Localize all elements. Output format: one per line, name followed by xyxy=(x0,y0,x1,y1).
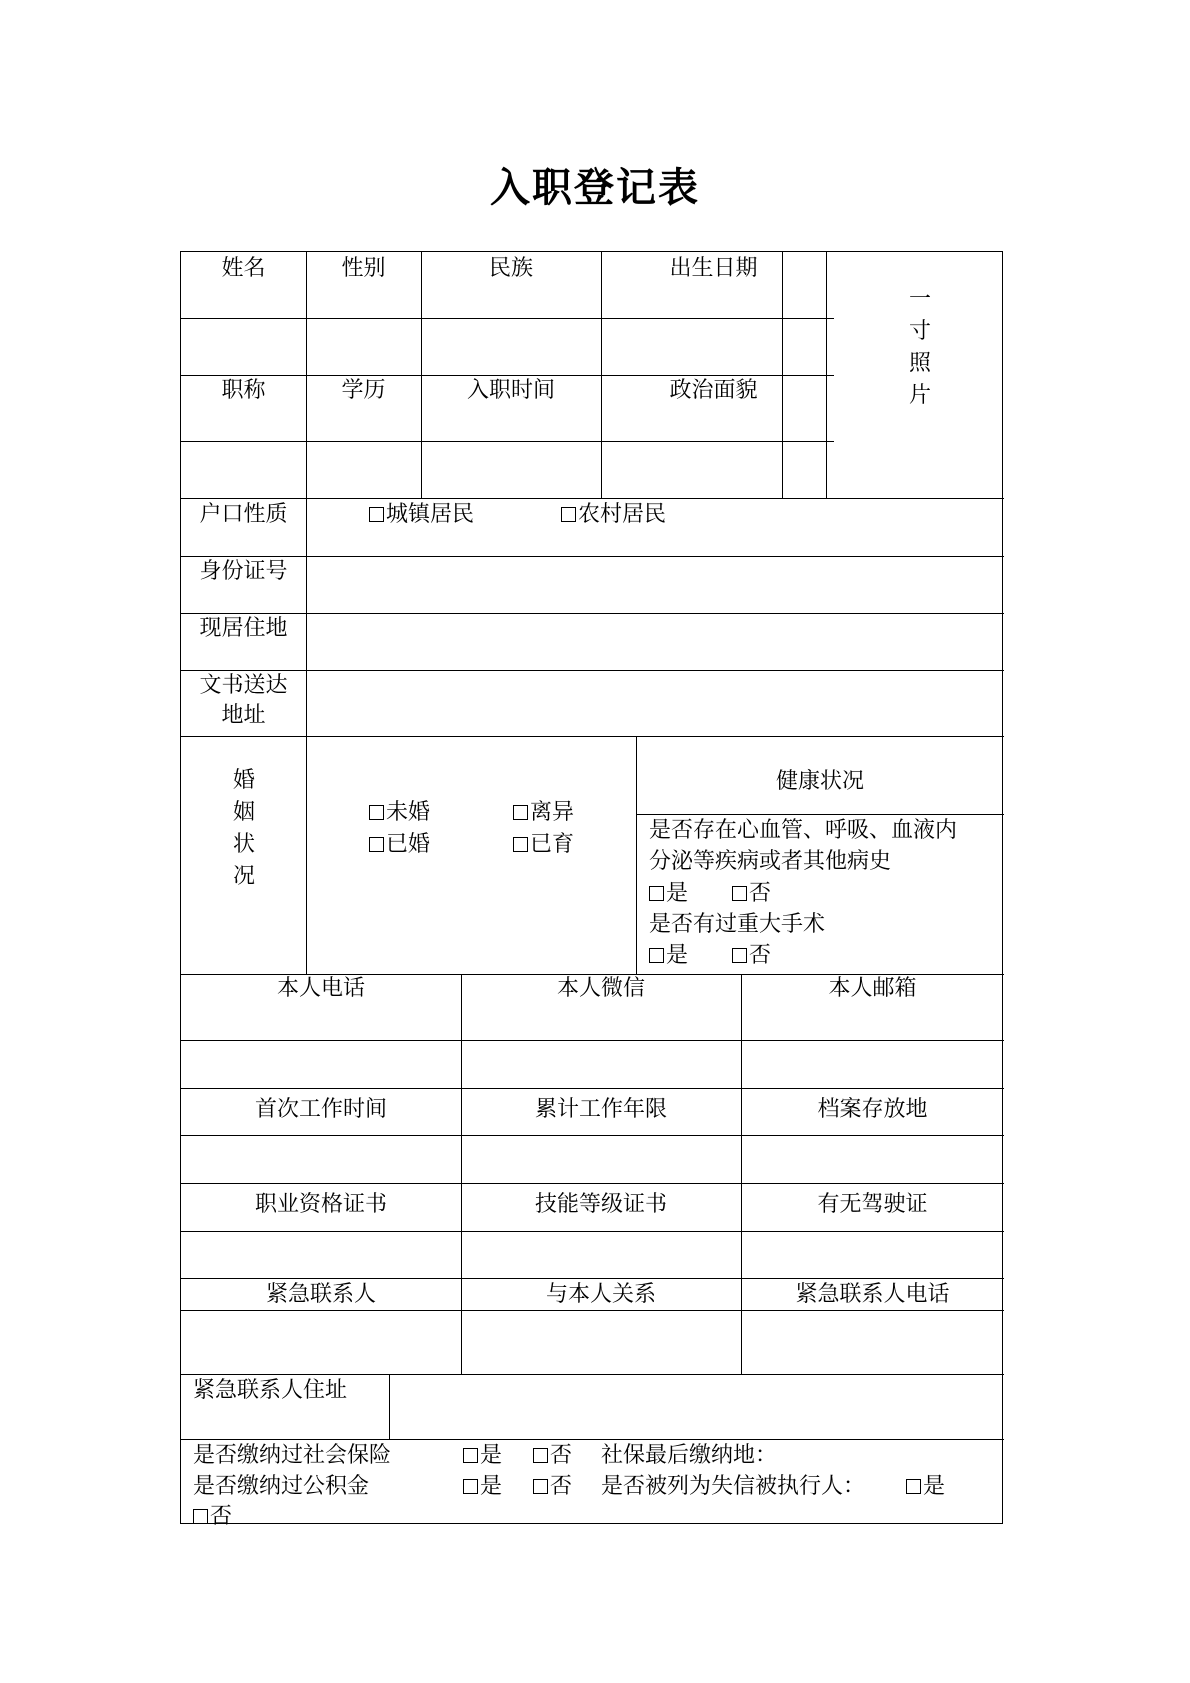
social-insurance-yes-checkbox[interactable]: 是 xyxy=(463,1441,502,1471)
health-question1-line2: 分泌等疾病或者其他病史 xyxy=(649,849,892,874)
checkbox-icon xyxy=(649,948,664,963)
header-gender: 性别 xyxy=(341,256,386,281)
professional-cert-input-cell[interactable] xyxy=(181,1231,461,1278)
title-input-cell[interactable] xyxy=(181,441,306,498)
dishonest-debtor-question: 是否被列为失信被执行人： xyxy=(601,1474,866,1499)
housing-fund-question: 是否缴纳过公积金 xyxy=(193,1474,370,1499)
checkbox-icon xyxy=(463,1479,478,1494)
emergency-address-input[interactable] xyxy=(390,1374,1004,1439)
header-skill-cert: 技能等级证书 xyxy=(534,1192,667,1217)
health-title: 健康状况 xyxy=(775,769,864,794)
checkbox-icon xyxy=(732,948,747,963)
social-insurance-no-checkbox[interactable]: 否 xyxy=(533,1441,572,1471)
header-archive-location: 档案存放地 xyxy=(817,1097,928,1122)
checkbox-icon xyxy=(369,507,384,522)
current-address-label: 现居住地 xyxy=(199,616,288,641)
political-status-input-cell[interactable] xyxy=(601,441,826,498)
checkbox-icon xyxy=(732,886,747,901)
si-last-place-label: 社保最后缴纳地： xyxy=(601,1443,778,1468)
header-total-work-years: 累计工作年限 xyxy=(534,1097,667,1122)
relationship-input-cell[interactable] xyxy=(461,1310,741,1374)
header-wechat: 本人微信 xyxy=(556,976,645,1001)
header-phone: 本人电话 xyxy=(276,976,365,1001)
marital-has-children-checkbox[interactable]: 已育 xyxy=(513,830,574,860)
hire-date-input-cell[interactable] xyxy=(421,441,601,498)
header-professional-cert: 职业资格证书 xyxy=(254,1192,387,1217)
header-emergency-contact: 紧急联系人 xyxy=(265,1282,376,1307)
health-question2: 是否有过重大手术 xyxy=(649,912,826,937)
document-address-label-line2: 地址 xyxy=(221,703,266,728)
hukou-label: 户口性质 xyxy=(199,502,288,527)
header-political-status: 政治面貌 xyxy=(669,378,758,403)
checkbox-icon xyxy=(533,1448,548,1463)
header-relationship: 与本人关系 xyxy=(545,1282,656,1307)
photo-placeholder[interactable]: 一 寸 照 片 xyxy=(908,287,931,408)
email-input-cell[interactable] xyxy=(741,1040,1004,1088)
checkbox-icon xyxy=(561,507,576,522)
checkbox-icon xyxy=(369,805,384,820)
marital-married-checkbox[interactable]: 已婚 xyxy=(369,830,430,860)
gender-input-cell[interactable] xyxy=(306,318,421,375)
first-job-date-input-cell[interactable] xyxy=(181,1135,461,1183)
document-address-input[interactable] xyxy=(307,670,1004,736)
hukou-rural-checkbox[interactable]: 农村居民 xyxy=(561,500,666,530)
marital-divorced-checkbox[interactable]: 离异 xyxy=(513,798,574,828)
hukou-urban-checkbox[interactable]: 城镇居民 xyxy=(369,500,474,530)
emergency-address-label: 紧急联系人住址 xyxy=(193,1378,348,1403)
education-input-cell[interactable] xyxy=(306,441,421,498)
marital-unmarried-checkbox[interactable]: 未婚 xyxy=(369,798,430,828)
id-number-input[interactable] xyxy=(307,556,1004,613)
registration-form xyxy=(180,251,1003,1529)
header-education: 学历 xyxy=(341,378,386,403)
header-name: 姓名 xyxy=(221,256,266,281)
header-title: 职称 xyxy=(221,378,266,403)
header-ethnicity: 民族 xyxy=(488,256,533,281)
skill-cert-input-cell[interactable] xyxy=(461,1231,741,1278)
emergency-contact-input-cell[interactable] xyxy=(181,1310,461,1374)
housing-fund-yes-checkbox[interactable]: 是 xyxy=(463,1472,502,1502)
header-hire-date: 入职时间 xyxy=(466,378,555,403)
dishonest-yes-checkbox[interactable]: 是 xyxy=(906,1472,945,1502)
social-insurance-question: 是否缴纳过社会保险 xyxy=(193,1443,392,1468)
archive-location-input-cell[interactable] xyxy=(741,1135,1004,1183)
checkbox-icon xyxy=(906,1479,921,1494)
health-q2-yes-checkbox[interactable]: 是 xyxy=(649,941,688,971)
housing-fund-no-checkbox[interactable]: 否 xyxy=(533,1472,572,1502)
header-emergency-phone: 紧急联系人电话 xyxy=(795,1282,950,1307)
id-number-label: 身份证号 xyxy=(199,559,288,584)
health-q2-no-checkbox[interactable]: 否 xyxy=(732,941,771,971)
checkbox-icon xyxy=(463,1448,478,1463)
checkbox-icon xyxy=(513,837,528,852)
health-q1-no-checkbox[interactable]: 否 xyxy=(732,879,771,909)
total-work-years-input-cell[interactable] xyxy=(461,1135,741,1183)
header-first-job-date: 首次工作时间 xyxy=(254,1097,387,1122)
form-title: 入职登记表 xyxy=(490,164,700,211)
dishonest-no-checkbox[interactable]: 否 xyxy=(193,1502,232,1532)
checkbox-icon xyxy=(193,1509,208,1524)
driver-license-input-cell[interactable] xyxy=(741,1231,1004,1278)
health-q1-yes-checkbox[interactable]: 是 xyxy=(649,879,688,909)
birthdate-input-cell[interactable] xyxy=(601,318,826,375)
marital-status-label: 婚 姻 状 况 xyxy=(232,768,255,889)
health-question1-line1: 是否存在心血管、呼吸、血液内 xyxy=(649,818,958,843)
header-email: 本人邮箱 xyxy=(828,976,917,1001)
header-driver-license: 有无驾驶证 xyxy=(817,1192,928,1217)
checkbox-icon xyxy=(369,837,384,852)
emergency-phone-input-cell[interactable] xyxy=(741,1310,1004,1374)
name-input-cell[interactable] xyxy=(181,318,306,375)
current-address-input[interactable] xyxy=(307,613,1004,670)
wechat-input-cell[interactable] xyxy=(461,1040,741,1088)
document-address-label-line1: 文书送达 xyxy=(199,673,288,698)
ethnicity-input-cell[interactable] xyxy=(421,318,601,375)
phone-input-cell[interactable] xyxy=(181,1040,461,1088)
checkbox-icon xyxy=(513,805,528,820)
checkbox-icon xyxy=(649,886,664,901)
header-birthdate: 出生日期 xyxy=(669,256,758,281)
checkbox-icon xyxy=(533,1479,548,1494)
